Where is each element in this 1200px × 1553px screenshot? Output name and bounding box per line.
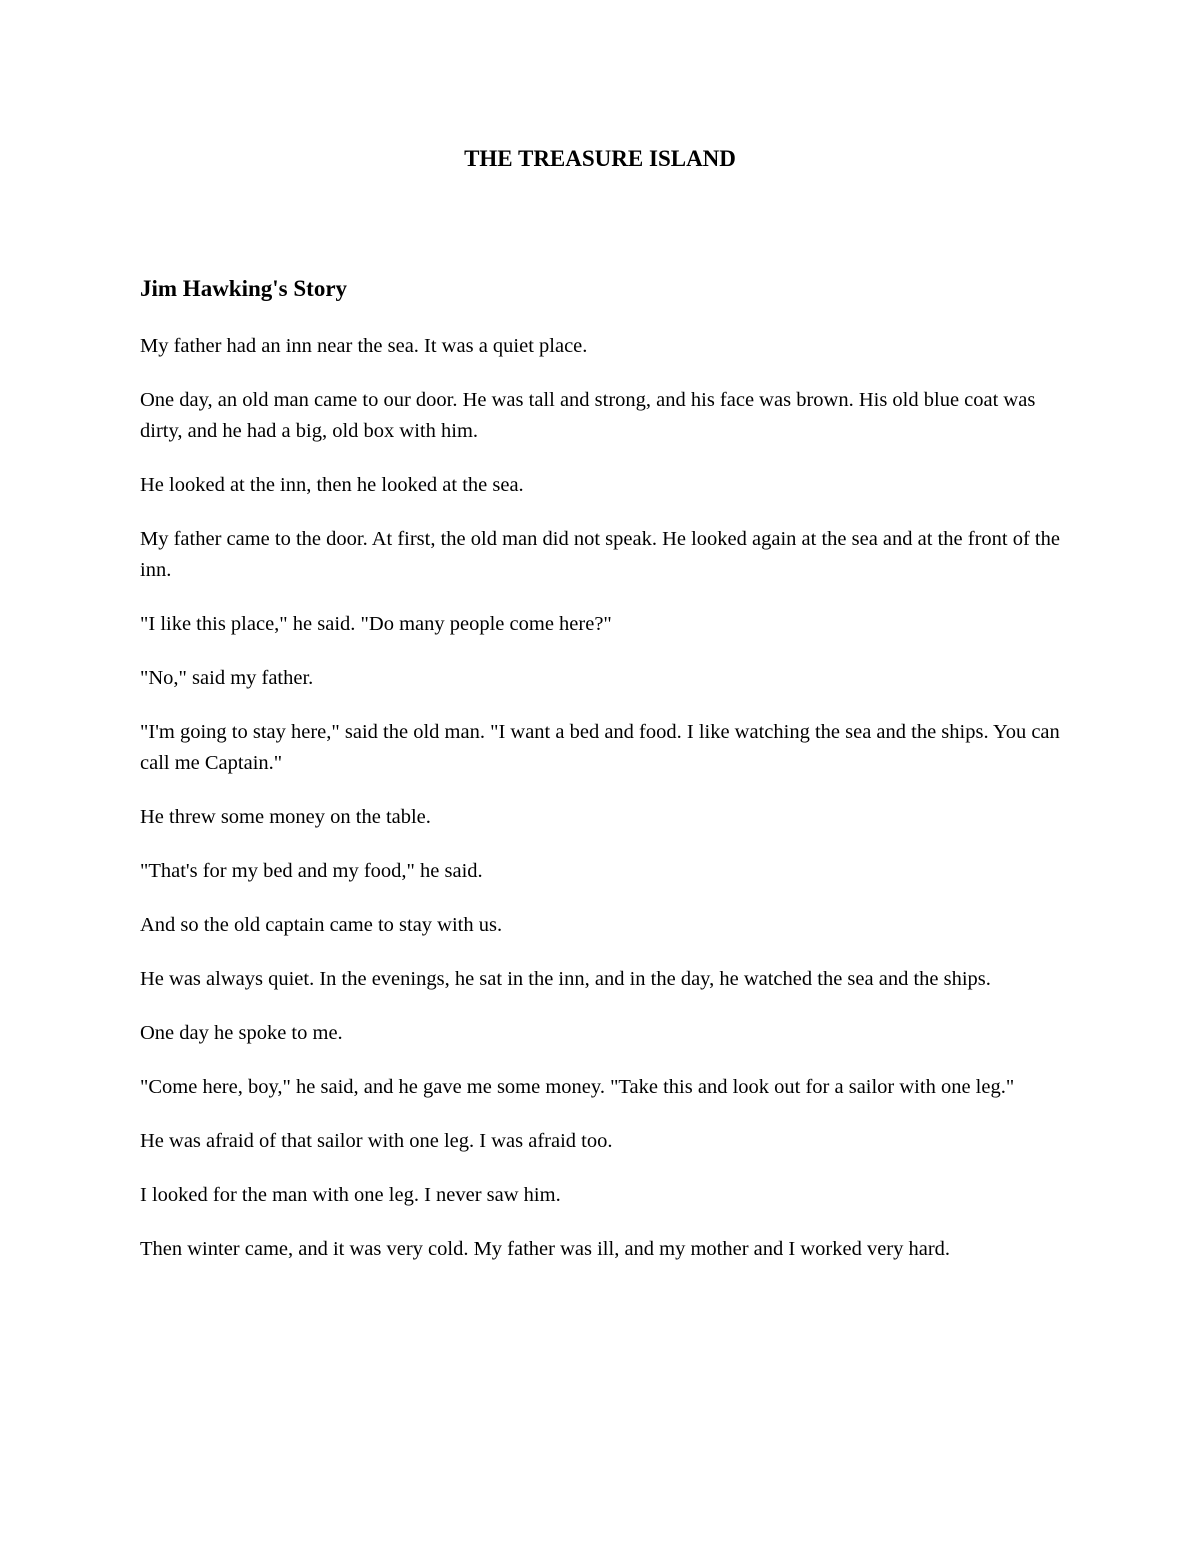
paragraph: "That's for my bed and my food," he said. [140, 860, 483, 882]
paragraph: He looked at the inn, then he looked at the sea. [140, 474, 524, 496]
paragraph: One day, an old man came to our door. He was tall and strong, and his face was brown. His old blue coat was dirty, and he had a big, old box with him. [140, 389, 1036, 442]
paragraph: One day he spoke to me. [140, 1022, 343, 1044]
document-title: THE TREASURE ISLAND [464, 146, 736, 171]
paragraph: "I like this place," he said. "Do many people come here?" [140, 613, 612, 635]
paragraph: My father had an inn near the sea. It was a quiet place. [140, 335, 588, 357]
story-body [140, 331, 1065, 1288]
paragraph: I looked for the man with one leg. I never saw him. [140, 1184, 561, 1206]
paragraph: He was always quiet. In the evenings, he sat in the inn, and in the day, he watched the sea and the ships. [140, 968, 991, 990]
paragraph: My father came to the door. At first, the old man did not speak. He looked again at the sea and at the front of the inn. [140, 528, 1060, 581]
section-heading: Jim Hawking's Story [140, 276, 348, 301]
paragraph: Then winter came, and it was very cold. My father was ill, and my mother and I worked very hard. [140, 1238, 951, 1260]
paragraph: "Come here, boy," he said, and he gave me some money. "Take this and look out for a sailor with one leg." [140, 1076, 1015, 1098]
paragraph: He threw some money on the table. [140, 806, 431, 828]
paragraph: He was afraid of that sailor with one leg. I was afraid too. [140, 1130, 613, 1152]
paragraph: "I'm going to stay here," said the old man. "I want a bed and food. I like watching the sea and the ships. You can call me Captain." [140, 721, 1060, 774]
paragraph: "No," said my father. [140, 667, 314, 689]
paragraph: And so the old captain came to stay with us. [140, 914, 503, 936]
